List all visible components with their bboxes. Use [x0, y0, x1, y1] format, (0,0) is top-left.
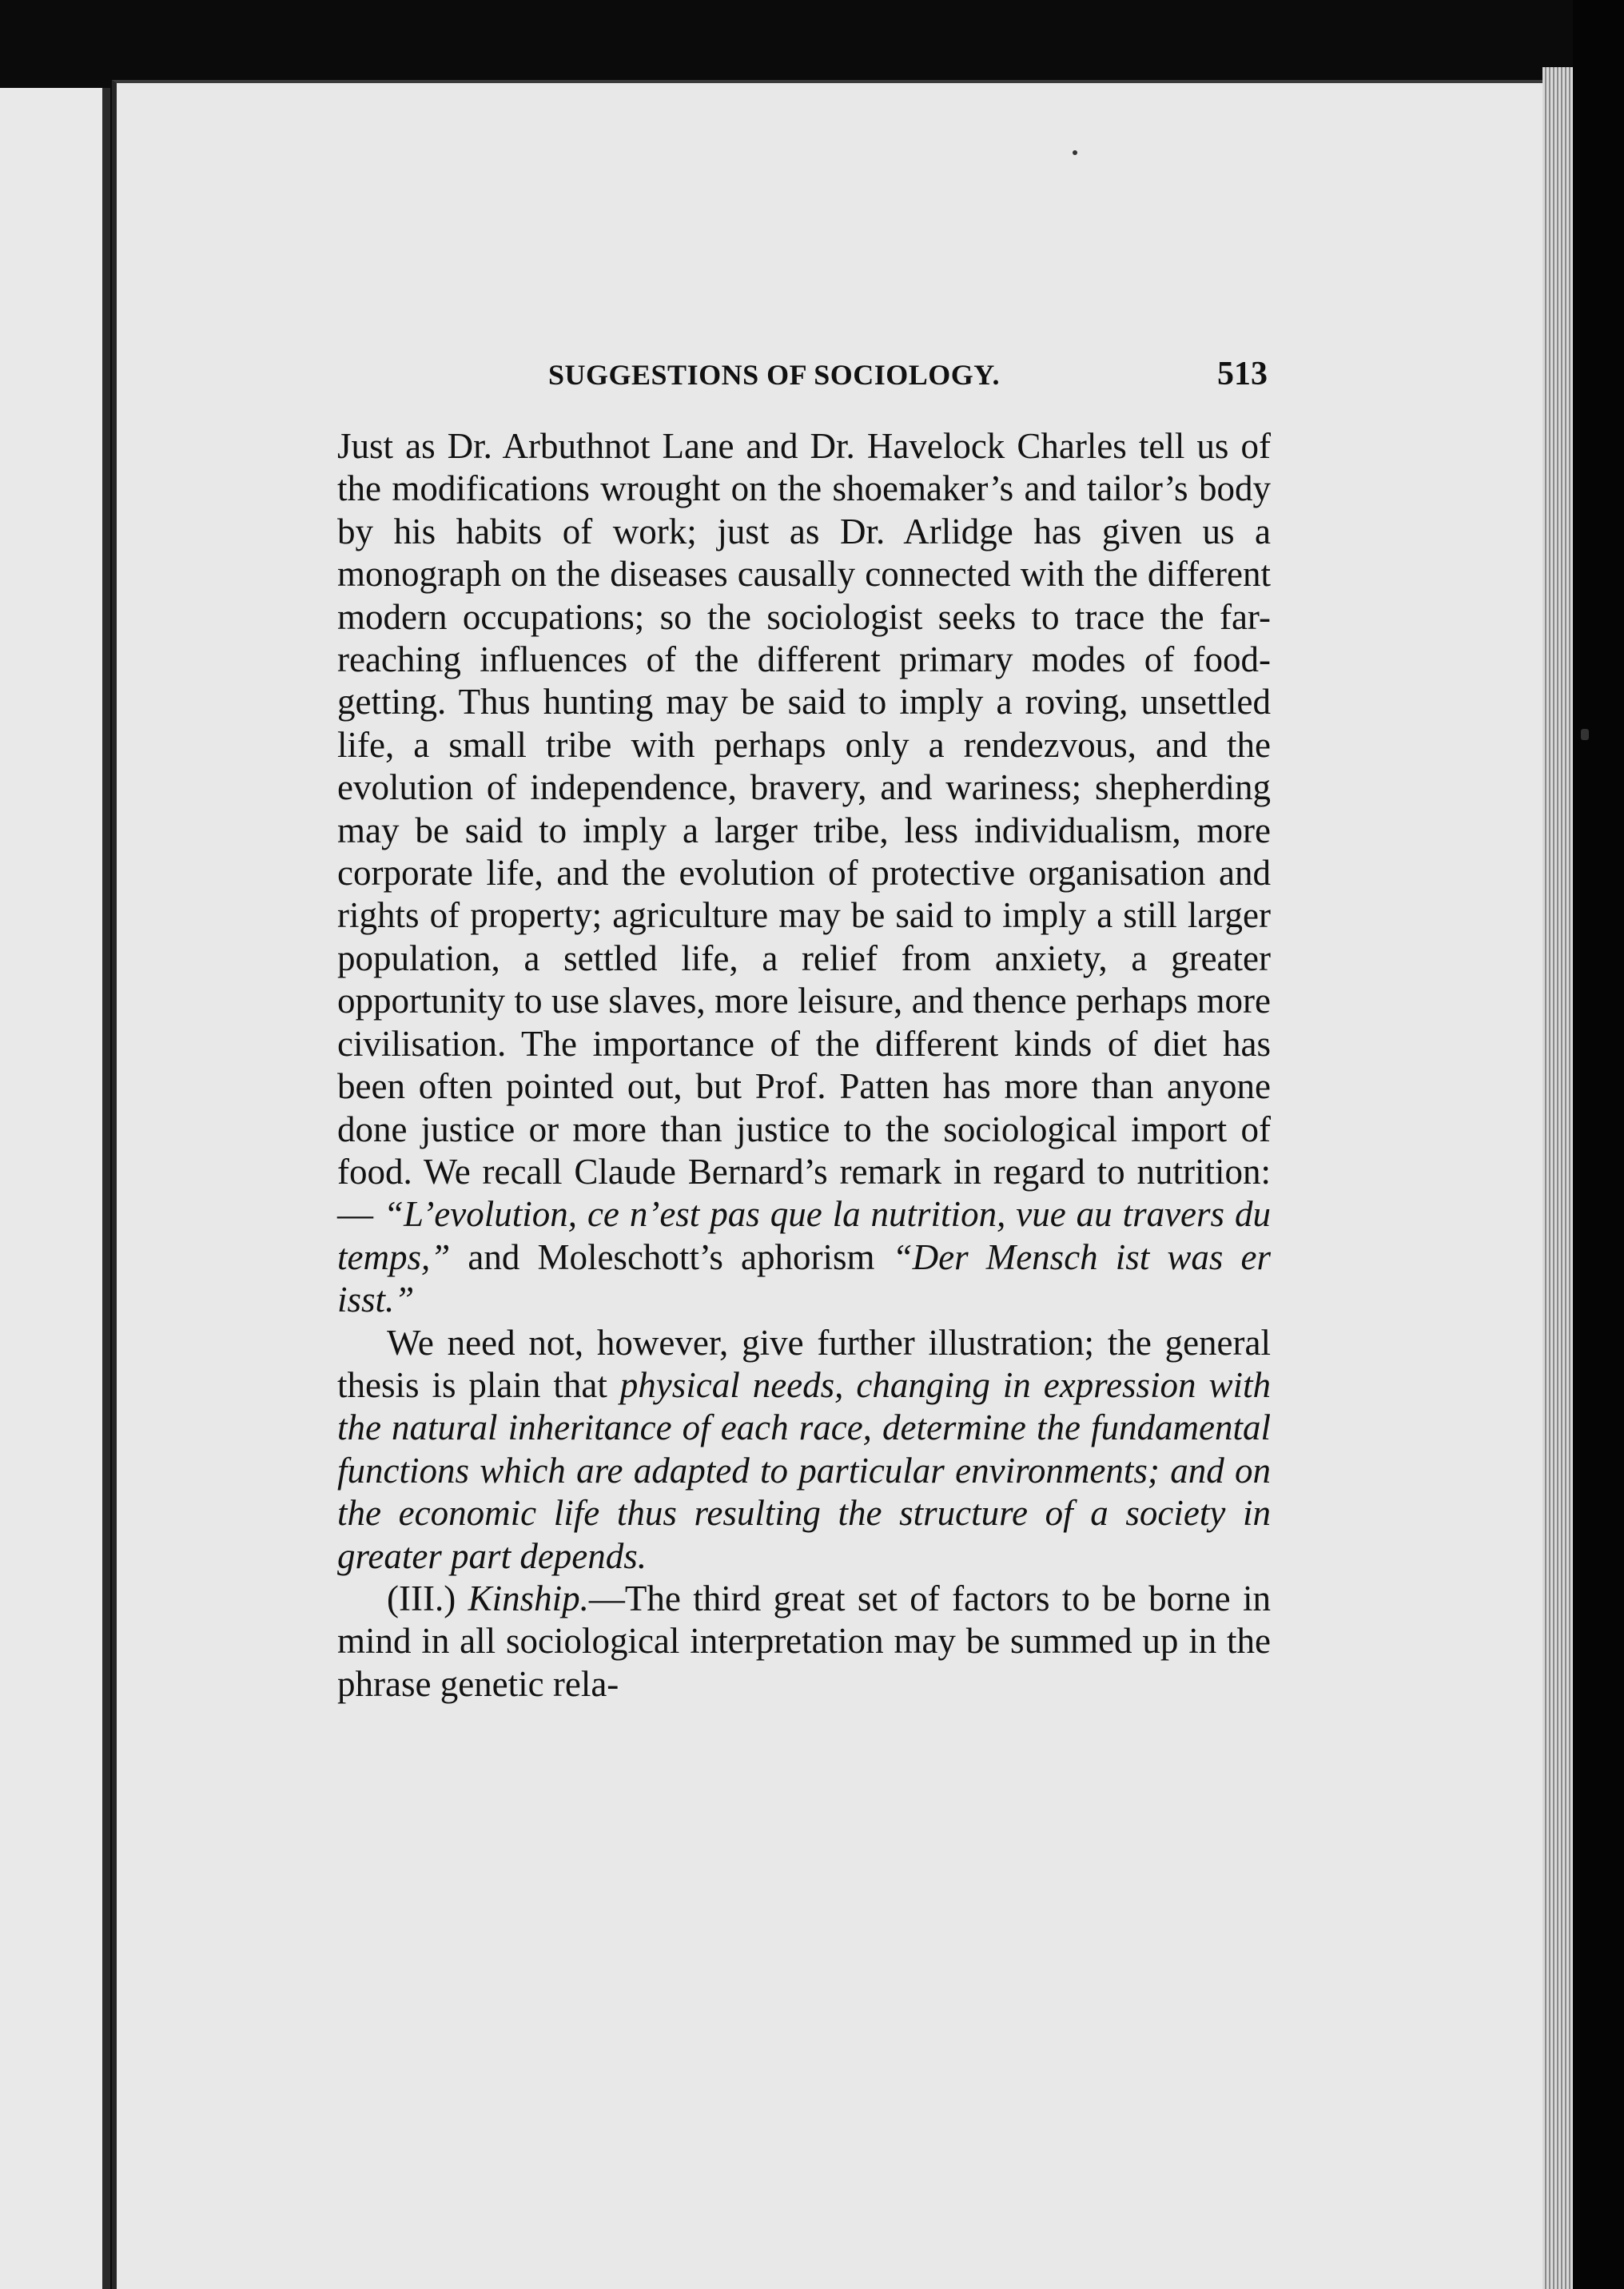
dust-speck [1581, 729, 1589, 740]
facing-page-edge [0, 88, 110, 2289]
paragraph-1 [337, 425, 1271, 1322]
paragraph-2 [337, 1322, 1271, 1578]
thesis-italic: physical needs, changing in expression with the natural inheritance of each race, determine the fundamental functions which are adapted to particular environments; and on the economic life thus resulting the structure of a society in greater part depends. [337, 1364, 1271, 1576]
scan-border [1573, 0, 1624, 2289]
section-number: (III.) [387, 1578, 468, 1618]
bernard-quote: “L’evolution, ce n’est pas que la nutrition, vue au travers du temps,” [337, 1194, 1271, 1277]
paragraph-3-text: —The third great set of factors to be borne in mind in all sociological interpretation may be summed up in the phrase genetic rela- [337, 1578, 1271, 1704]
page-number: 513 [1217, 356, 1268, 392]
running-head [548, 358, 1268, 400]
paragraph-3 [337, 1578, 1271, 1706]
paragraph-1-text: Just as Dr. Arbuthnot Lane and Dr. Havelock Charles tell us of the modifications wrought on the shoemaker’s and tailor’s body by his habits of work; just as Dr. Arlidge has given us a monograph on the diseases causally connected with the different modern occupations; so the sociologist seeks to trace the far-reaching influences of the different primary modes of food-getting. Thus hunting may be said to imply a roving, unsettled life, a small tribe with perhaps only a rendezvous, and the evolution of independence, bravery, and wariness; shepherding may be said to imply a larger tribe, less individualism, more corporate life, and the evolution of protective organisation and rights of property; agriculture may be said to imply a still larger population, a settled life, a relief from anxiety, a greater opportunity to use slaves, more leisure, and thence perhaps more civilisation. The importance of the different kinds of diet has been often pointed out, but Prof. Patten has more than anyone done justice or more than justice to the sociological import of food. We recall Claude Bernard’s remark in regard to nutrition:— [337, 426, 1271, 1235]
body-text [337, 425, 1271, 1706]
dust-speck [1073, 150, 1077, 155]
section-heading: Kinship. [468, 1578, 589, 1618]
page-stack-edges [1542, 67, 1573, 2289]
paragraph-1-connector: and Moleschott’s aphorism [450, 1236, 893, 1277]
moleschott-quote: “Der Mensch ist was er isst.” [337, 1236, 1271, 1320]
paragraph-2-text: We need not, however, give further illustration; the general thesis is plain that [337, 1322, 1271, 1405]
running-title: SUGGESTIONS OF SOCIOLOGY. [548, 359, 1000, 391]
